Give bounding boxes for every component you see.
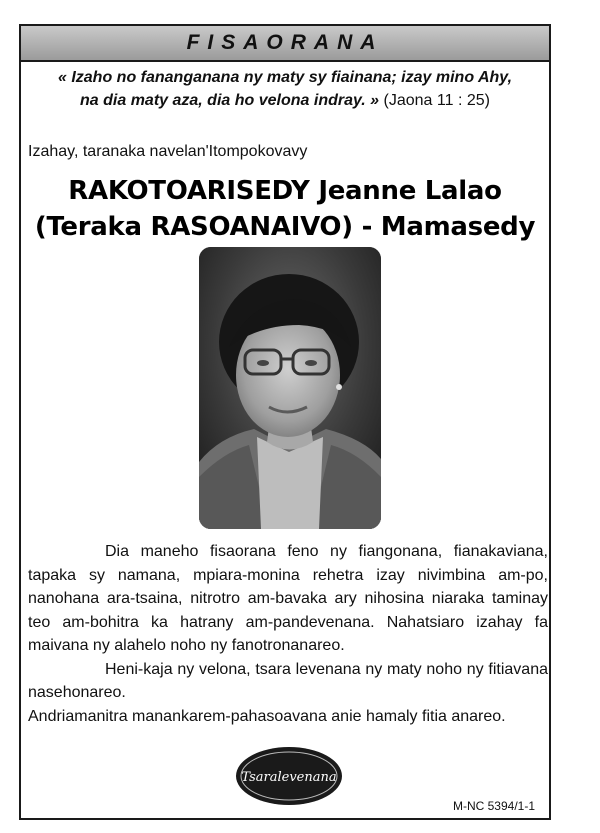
verse-line-2: na dia maty aza, dia ho velona indray. » bbox=[80, 92, 380, 109]
acknowledgement-text bbox=[28, 540, 548, 728]
paragraph-1: Dia maneho fisaorana feno ny fiangonana, fianakaviana, tapaka sy namana, mpiara-monina rehetra izay nivimbina am-po, nanohana ara-tsaina, nitrotro am-bavaka ary nihosina niaraka taminay teo am-bohitra ka hatrany am-pandevenana. Nahatsiaro izahay fa maivana ny alahelo noho ny fanotronanareo. bbox=[28, 543, 548, 654]
verse-line-1: « Izaho no fananganana ny maty sy fiainana; izay mino Ahy, bbox=[57, 69, 513, 86]
portrait-photo bbox=[199, 247, 381, 529]
notice-frame bbox=[19, 24, 551, 820]
svg-text:Tsaralevenana: Tsaralevenana bbox=[241, 770, 337, 785]
deceased-name: RAKOTOARISEDY Jeanne Lalao bbox=[68, 176, 502, 206]
reference-code: M-NC 5394/1-1 bbox=[452, 799, 535, 813]
verse-reference: (Jaona 11 : 25) bbox=[379, 92, 490, 109]
intro-text: Izahay, taranaka navelan'Itompokovavy bbox=[28, 143, 308, 160]
deceased-maiden-name: (Teraka RASOANAIVO) - Mamasedy bbox=[34, 212, 536, 242]
header-banner bbox=[21, 26, 549, 62]
paragraph-2: Heni-kaja ny velona, tsara levenana ny maty noho ny fitiavana nasehonareo. bbox=[28, 660, 548, 701]
bible-verse bbox=[21, 66, 549, 112]
paragraph-3: Andriamanitra manankarem-pahasoavana anie hamaly fitia anareo. bbox=[28, 707, 506, 725]
notice-title: FISAORANA bbox=[186, 31, 384, 54]
tsaralevenana-logo bbox=[234, 744, 344, 808]
